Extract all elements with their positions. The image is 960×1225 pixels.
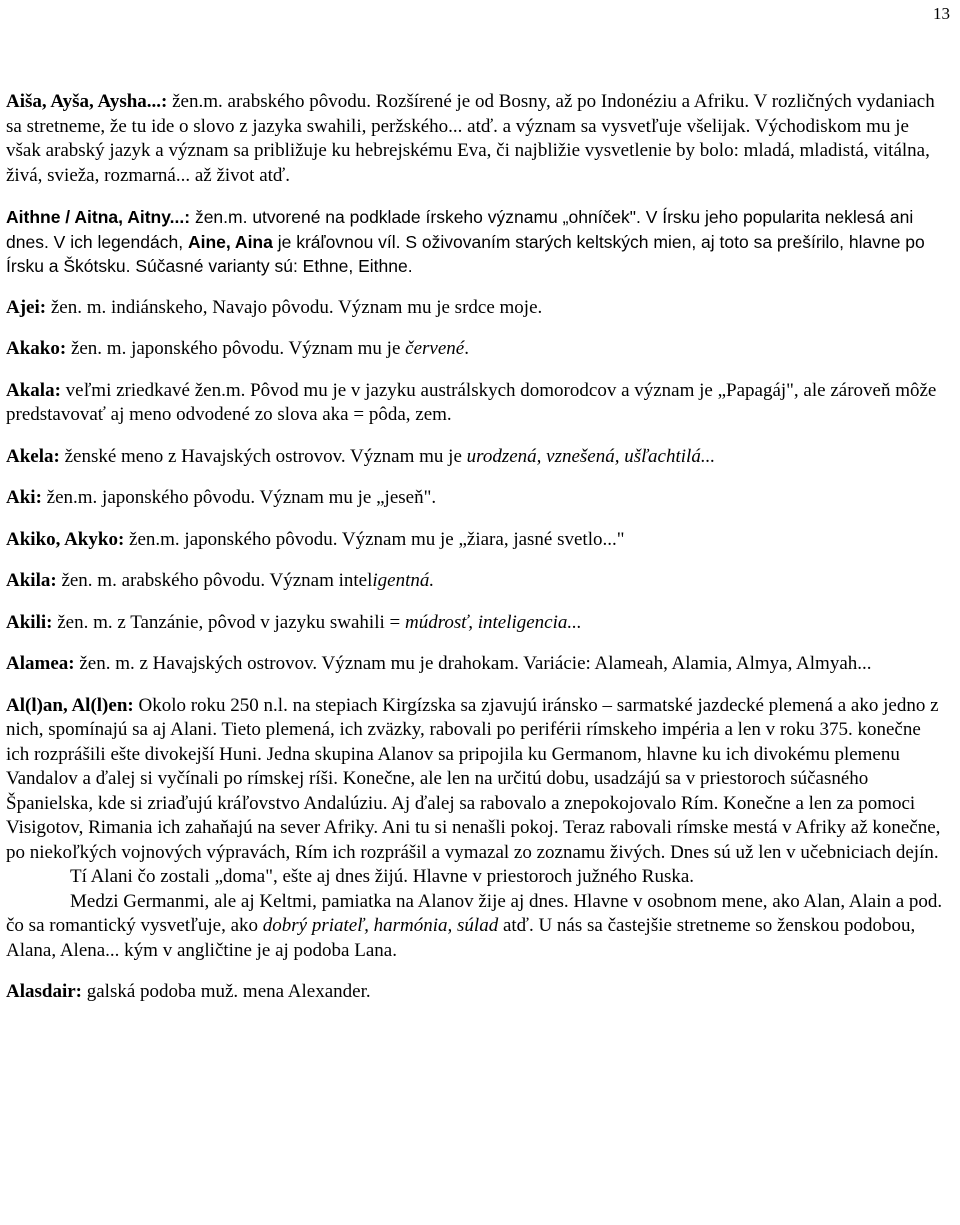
entry-akala (6, 379, 946, 428)
entry-tail: . (464, 338, 469, 359)
entry-name: Aithne / Aitna, Aitny...: (6, 207, 191, 227)
entry-name: Ajei: (6, 296, 47, 318)
entry-name: Aki: (6, 487, 42, 508)
entry-text: žen.m. japonského pôvodu. Význam mu je „jeseň". (41, 487, 437, 508)
entry-name: Akala: (6, 379, 61, 401)
entry-akiko (6, 528, 946, 553)
entry-text: galská podoba muž. mena Alexander. (82, 981, 371, 1002)
entry-aithne (6, 205, 946, 279)
entry-alamea (6, 652, 946, 677)
entry-akila (6, 569, 946, 594)
entry-akako (6, 337, 946, 362)
entry-meaning: igentná. (372, 570, 435, 591)
entry-text: žen.m. utvorené na podklade írskeho významu „ohníček". V Írsku jeho popularita neklesá ani dnes. V ich legendách, (6, 207, 914, 252)
document-body (6, 90, 946, 1022)
entry-variant-name: Aine, Aina (187, 231, 273, 252)
entry-name: Akili: (6, 611, 53, 633)
entry-alasdair (6, 980, 946, 1005)
entry-text: atď. U nás sa častejšie stretneme so ženskou podobou, Alana, Alena... kým v angličtine je aj podoba Lana. (6, 915, 916, 961)
entry-meaning: dobrý priateľ, harmónia, súlad (262, 915, 499, 936)
entry-name: Akila: (6, 570, 57, 591)
page-number: 13 (933, 4, 950, 23)
entry-aki (6, 486, 946, 511)
entry-name: Alamea: (6, 653, 75, 674)
entry-text: žen. m. z Havajských ostrovov. Význam mu je drahokam. Variácie: Alameah, Alamia, Almya, Almyah... (74, 653, 872, 674)
entry-akili (6, 611, 946, 636)
entry-text: ženské meno z Havajských ostrovov. Význam mu je (59, 445, 467, 467)
entry-text: žen.m. japonského pôvodu. Význam mu je „žiara, jasné svetlo..." (124, 528, 625, 550)
entry-text: Okolo roku 250 n.l. na stepiach Kirgízska sa zjavujú iránsko – sarmatské jazdecké plemená a ako jedno z nich, spomínajú sa aj Alani. Tieto plemená, ich zväzky, rabovali po periférii rímskeho impéria a len v roku 375. konečne ich rozprášili ešte divokejší Huni. Jedna skupina Alanov sa pripojila ku Germanom, hlavne ku ich divokému plemenu Vandalov a ďalej si vyčínali po rímskej ríši. Konečne, ale len na určitú dobu, usadzájú sa v priestoroch súčasného Španielska, kde si zriaďujú kráľovstvo Andalúziu. Aj ďalej sa rabovalo a znepokojovalo Rím. Konečne a len za pomoci Visigotov, Rimania ich zahaňajú na sever Afriky. Ani tu si nenašli pokoj. Teraz rabovali rímske mestá v Afriky až konečne, po niekoľkých vojnových výpravách, Rím ich rozprášil a vymazal zo zoznamu živých. Dnes sú už len v učebniciach dejín. (6, 694, 941, 863)
entry-paragraph: Tí Alani čo zostali „doma", ešte aj dnes žijú. Hlavne v priestoroch južného Ruska. (70, 866, 695, 887)
entry-name: Akako: (6, 338, 67, 359)
entry-text: žen. m. japonského pôvodu. Význam mu je (66, 338, 406, 359)
entry-meaning: múdrosť, inteligencia... (404, 611, 582, 633)
entry-name: Al(l)an, Al(l)en: (6, 694, 134, 716)
entry-name: Alasdair: (6, 981, 82, 1002)
entry-aisa (6, 90, 946, 188)
entry-akela (6, 445, 946, 470)
entry-ajei (6, 296, 946, 321)
entry-name: Akela: (6, 445, 60, 467)
entry-name: Akiko, Akyko: (6, 528, 125, 550)
entry-text: veľmi zriedkavé žen.m. Pôvod mu je v jazyku austrálskych domorodcov a význam je „Papagáj", ale zároveň môže predstavovať aj meno odvodené zo slova aka = pôda, zem. (6, 379, 937, 425)
entry-text: žen. m. indiánskeho, Navajo pôvodu. Význam mu je srdce moje. (46, 296, 543, 318)
entry-text: je kráľovnou víl. S oživovaním starých keltských mien, aj toto sa prešírilo, hlavne po Írsku a Škótsku. Súčasné varianty sú: Ethne, Eithne. (6, 231, 925, 276)
entry-text: žen.m. arabského pôvodu. Rozšírené je od Bosny, až po Indonéziu a Afriku. V rozličných vydaniach sa stretneme, že tu ide o slovo z jazyka swahili, peržského... atď. a význam sa vysvetľuje všelijak. Východiskom mu je však arabský jazyk a význam sa približuje ku hebrejskému Eva, či najbližie vysvetlenie by bolo: mladá, mladistá, vitálna, živá, svieža, rozmarná... až život atď. (6, 91, 935, 186)
entry-text: žen. m. z Tanzánie, pôvod v jazyku swahili = (52, 611, 405, 633)
entry-text: žen. m. arabského pôvodu. Význam intel (56, 570, 373, 591)
entry-alan (6, 694, 946, 964)
entry-name: Aiša, Ayša, Aysha...: (6, 91, 168, 112)
entry-text: Medzi Germanmi, ale aj Keltmi, pamiatka na Alanov žije aj dnes. Hlavne v osobnom mene, ako Alan, Alain a pod. čo sa romantický vysvetľuje, ako (6, 890, 943, 936)
entry-meaning: červené (405, 338, 465, 359)
entry-meaning: urodzená, vznešená, ušľachtilá... (466, 445, 716, 467)
